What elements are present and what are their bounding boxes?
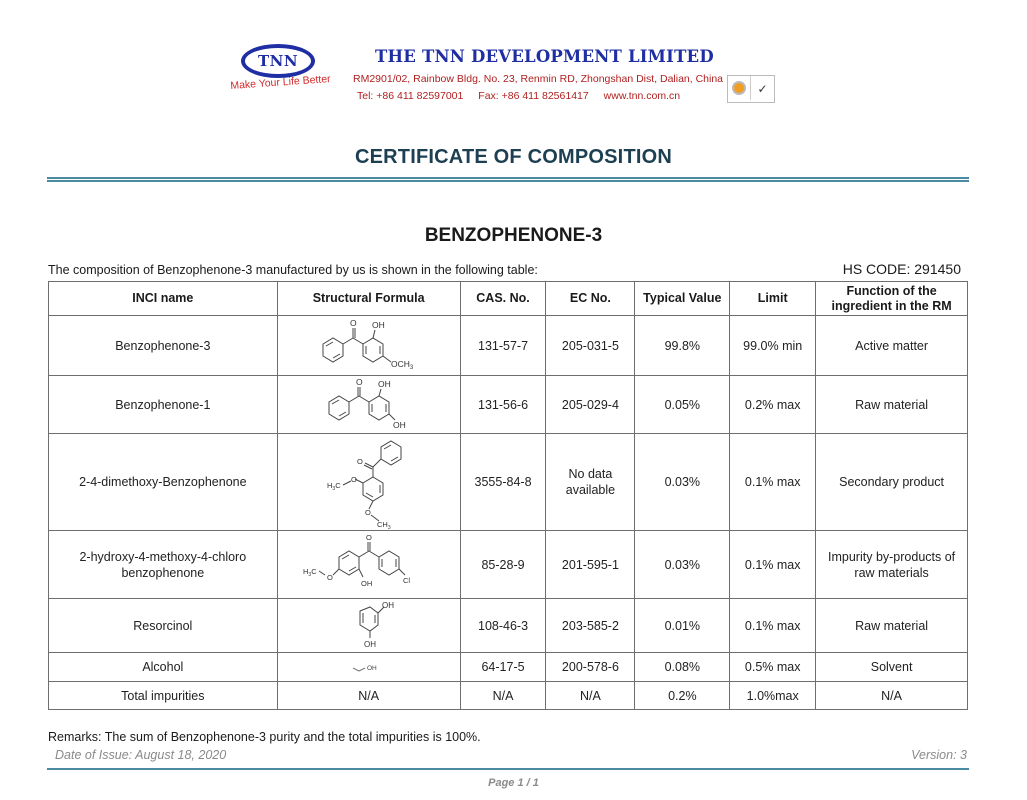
chloro-benzophenone-structure-icon — [289, 533, 449, 597]
iso-certification-icon — [728, 76, 751, 100]
function-text: Solvent — [816, 653, 968, 682]
ec-number: 205-031-5 — [546, 316, 635, 376]
ec-line1: No data — [568, 467, 613, 481]
resorcinol-structure-icon — [334, 601, 404, 651]
date-of-issue: Date of Issue: August 18, 2020 — [55, 748, 227, 762]
inci-name — [49, 531, 278, 599]
col-header-inci: INCI name — [49, 282, 278, 316]
quality-check-icon: ✓ — [757, 82, 768, 96]
benzophenone-1-structure-icon — [309, 378, 429, 432]
typical-value: 99.8% — [635, 316, 730, 376]
svg-text:O: O — [365, 532, 372, 542]
ec-number — [546, 434, 635, 531]
certification-badges — [727, 75, 775, 103]
typical-value: 0.03% — [635, 434, 730, 531]
function-line2: raw materials — [854, 565, 929, 580]
typical-value: 0.2% — [635, 682, 730, 710]
inci-line2: benzophenone — [121, 565, 205, 580]
cas-number: N/A — [460, 682, 546, 710]
svg-text:O: O — [350, 475, 357, 484]
table-row — [49, 682, 968, 710]
svg-text:O: O — [356, 457, 363, 466]
ethanol-structure-icon — [339, 659, 399, 675]
ec-number: 200-578-6 — [546, 653, 635, 682]
table-row — [49, 531, 968, 599]
svg-text:H3C: $H_3C$ — [302, 566, 317, 578]
svg-text:H3C: $H_3C$ — [326, 481, 341, 492]
logo-text: TNN — [257, 52, 299, 70]
table-row — [49, 376, 968, 434]
col-header-formula: Structural Formula — [277, 282, 460, 316]
structural-formula — [277, 653, 460, 682]
svg-text:O: O — [355, 377, 363, 387]
function-text: N/A — [816, 682, 968, 710]
benzophenone-3-structure-icon — [309, 318, 429, 374]
hs-code: HS CODE: 291450 — [842, 261, 961, 277]
company-address: RM2901/02, Rainbow Bldg. No. 23, Renmin RD, Zhongshan Dist, Dalian, China — [353, 73, 724, 85]
svg-text:OH: OH — [371, 319, 385, 330]
function-text: Raw material — [816, 376, 968, 434]
inci-name: Alcohol — [49, 653, 278, 682]
cas-number: 131-56-6 — [460, 376, 546, 434]
remarks: Remarks: The sum of Benzophenone-3 purity and the total impurities is 100%. — [48, 730, 481, 744]
limit-value: 0.2% max — [730, 376, 816, 434]
function-text: Raw material — [816, 599, 968, 653]
company-contact — [357, 90, 692, 102]
svg-text:OH: OH — [381, 600, 394, 610]
title-divider — [47, 177, 969, 182]
inci-name: Resorcinol — [49, 599, 278, 653]
typical-value: 0.08% — [635, 653, 730, 682]
svg-text:O: O — [326, 572, 333, 582]
slogan: Make Your Life Better — [230, 72, 331, 92]
cas-number: 108-46-3 — [460, 599, 546, 653]
svg-text:OCH3: $OCH_3$ — [390, 358, 413, 371]
col-header-typical: Typical Value — [635, 282, 730, 316]
tnn-logo — [241, 44, 315, 78]
limit-value: 0.1% max — [730, 531, 816, 599]
document-title: CERTIFICATE OF COMPOSITION — [354, 146, 673, 168]
cas-number: 64-17-5 — [460, 653, 546, 682]
limit-value: 0.1% max — [730, 599, 816, 653]
version: Version: 3 — [911, 748, 967, 762]
function-header-line2: ingredient in the RM — [831, 298, 952, 313]
function-header-line1: Function of the — [846, 283, 937, 298]
svg-text:OH: OH — [363, 639, 376, 649]
page-number: Page 1 / 1 — [488, 777, 539, 789]
ec-number: 203-585-2 — [546, 599, 635, 653]
svg-text:O: O — [364, 508, 371, 517]
product-name: BENZOPHENONE-3 — [424, 225, 603, 246]
structural-formula — [277, 531, 460, 599]
table-row — [49, 434, 968, 531]
svg-text:OH: OH — [360, 578, 372, 588]
table-row — [49, 599, 968, 653]
cas-number: 131-57-7 — [460, 316, 546, 376]
inci-name: Benzophenone-1 — [49, 376, 278, 434]
ec-number: N/A — [546, 682, 635, 710]
typical-value: 0.03% — [635, 531, 730, 599]
typical-value: 0.05% — [635, 376, 730, 434]
dimethoxy-benzophenone-structure-icon — [309, 435, 429, 529]
svg-text:OH: OH — [392, 419, 406, 430]
col-header-limit: Limit — [730, 282, 816, 316]
company-name: THE TNN DEVELOPMENT LIMITED — [375, 47, 714, 66]
table-row — [49, 653, 968, 682]
fax: Fax: +86 411 82561417 — [478, 90, 589, 102]
website-link[interactable]: www.tnn.com.cn — [603, 90, 681, 102]
footer-divider — [47, 768, 969, 770]
structural-formula: N/A — [277, 682, 460, 710]
svg-text:CH3: $CH_3$ — [376, 520, 391, 529]
function-text — [816, 531, 968, 599]
limit-value: 0.5% max — [730, 653, 816, 682]
ec-line2: available — [565, 483, 616, 497]
structural-formula — [277, 434, 460, 531]
structural-formula — [277, 599, 460, 653]
limit-value: 99.0% min — [730, 316, 816, 376]
intro-text: The composition of Benzophenone-3 manufactured by us is shown in the following table: — [48, 263, 538, 277]
svg-text:Cl: Cl — [402, 575, 410, 585]
table-header-row — [49, 282, 968, 316]
inci-line1: 2-hydroxy-4-methoxy-4-chloro — [79, 549, 247, 564]
structural-formula — [277, 376, 460, 434]
cas-number: 85-28-9 — [460, 531, 546, 599]
inci-name: Total impurities — [49, 682, 278, 710]
composition-table — [48, 281, 968, 710]
function-text: Secondary product — [816, 434, 968, 531]
structural-formula — [277, 316, 460, 376]
limit-value: 1.0%max — [730, 682, 816, 710]
col-header-cas: CAS. No. — [460, 282, 546, 316]
cas-number: 3555-84-8 — [460, 434, 546, 531]
letterhead — [0, 0, 1027, 110]
svg-text:OH: OH — [377, 378, 391, 389]
ec-number: 201-595-1 — [546, 531, 635, 599]
function-text: Active matter — [816, 316, 968, 376]
col-header-function — [816, 282, 968, 316]
limit-value: 0.1% max — [730, 434, 816, 531]
telephone: Tel: +86 411 82597001 — [357, 90, 464, 102]
table-row — [49, 316, 968, 376]
inci-name: Benzophenone-3 — [49, 316, 278, 376]
inci-name: 2-4-dimethoxy-Benzophenone — [49, 434, 278, 531]
svg-text:OH: OH — [366, 665, 377, 672]
col-header-ec: EC No. — [546, 282, 635, 316]
typical-value: 0.01% — [635, 599, 730, 653]
svg-text:O: O — [349, 317, 357, 328]
function-line1: Impurity by-products of — [828, 549, 956, 564]
ec-number: 205-029-4 — [546, 376, 635, 434]
